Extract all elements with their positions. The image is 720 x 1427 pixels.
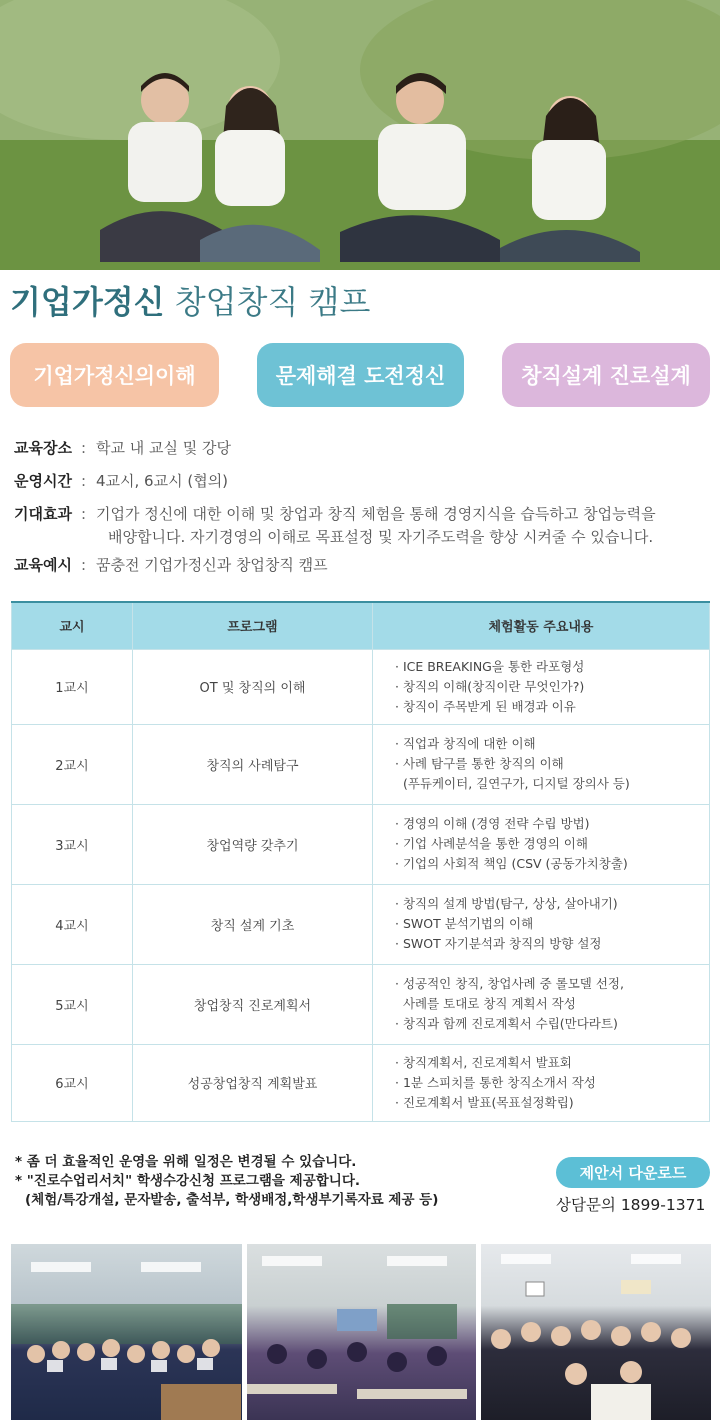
content-line: · 창직계획서, 진로계획서 발표회	[395, 1054, 572, 1070]
content-line: 사례를 토대로 창직 계획서 작성	[395, 996, 576, 1011]
class-photo-3	[481, 1244, 711, 1420]
topic-pill-entrepreneurship: 기업가정신의이해	[10, 343, 219, 407]
class-photo-1	[11, 1244, 242, 1420]
proposal-download-button[interactable]: 제안서 다운로드	[556, 1157, 710, 1188]
note-line: * 좀 더 효율적인 운영을 위해 일정은 변경될 수 있습니다.	[15, 1154, 357, 1170]
content-line: · 1분 스피치를 통한 창직소개서 작성	[395, 1074, 596, 1090]
table-header-row	[12, 602, 710, 649]
table-header: 교시	[12, 602, 133, 649]
note-line: * "진로수업리서치" 학생수강신청 프로그램을 제공합니다.	[15, 1173, 360, 1189]
table-row	[12, 649, 710, 724]
period-cell: 3교시	[12, 804, 133, 884]
class-photo-3-illustration	[481, 1244, 711, 1420]
table-row	[12, 804, 710, 884]
content-line: · 창직과 함께 진로계획서 수립(만다라트)	[395, 1016, 618, 1031]
program-cell: 창업역량 갖추기	[133, 804, 373, 884]
class-photo-2	[247, 1244, 476, 1420]
table-header: 체험활동 주요내용	[373, 602, 710, 649]
info-value: 꿈충전 기업가정신과 창업창직 캠프	[96, 556, 328, 574]
info-label: 운영시간	[14, 472, 72, 490]
program-cell: 성공창업창직 계획발표	[133, 1044, 373, 1121]
table-row	[12, 724, 710, 804]
table-row	[12, 884, 710, 964]
content-line: · SWOT 자기분석과 창직의 방향 설정	[395, 936, 602, 951]
info-place	[14, 437, 704, 460]
content-cell	[373, 884, 710, 964]
content-line: · 사례 탐구를 통한 창직의 이해	[395, 756, 564, 771]
content-line: · 성공적인 창직, 창업사례 중 롤모델 선정,	[395, 976, 624, 991]
period-cell: 5교시	[12, 964, 133, 1044]
topic-pill-career-design: 창직설계 진로설계	[502, 343, 710, 407]
period-cell: 2교시	[12, 724, 133, 804]
program-cell: 창업창직 진로계획서	[133, 964, 373, 1044]
info-example	[14, 554, 704, 577]
class-photo-1-illustration	[11, 1244, 242, 1420]
program-cell: 창직 설계 기초	[133, 884, 373, 964]
table-row	[12, 964, 710, 1044]
content-cell	[373, 804, 710, 884]
page-title	[10, 278, 370, 326]
info-value: 학교 내 교실 및 강당	[96, 439, 231, 457]
content-line: · ICE BREAKING을 통한 라포형성	[395, 658, 585, 674]
class-photo-2-illustration	[247, 1244, 476, 1420]
period-cell: 1교시	[12, 649, 133, 724]
period-cell: 4교시	[12, 884, 133, 964]
info-value	[96, 503, 704, 549]
info-value-line: 배양합니다. 자기경영의 이해로 목표설정 및 자기주도력을 향상 시켜줄 수 있습니다.	[108, 528, 654, 546]
consult-phone: 상담문의 1899-1371	[556, 1196, 706, 1214]
program-cell: OT 및 창직의 이해	[133, 649, 373, 724]
period-cell: 6교시	[12, 1044, 133, 1121]
info-time	[14, 470, 704, 493]
note-line: (체험/특강개설, 문자발송, 출석부, 학생배정,학생부기록자료 제공 등)	[25, 1192, 439, 1208]
info-label: 교육장소	[14, 439, 72, 457]
info-colon: :	[81, 472, 87, 490]
title-light: 창업창직 캠프	[174, 283, 371, 321]
content-line: · 기업 사례분석을 통한 경영의 이해	[395, 836, 588, 851]
info-colon: :	[81, 439, 87, 457]
schedule-table	[11, 601, 710, 1122]
info-colon: :	[81, 505, 87, 523]
info-value: 4교시, 6교시 (협의)	[96, 472, 229, 490]
info-label: 교육예시	[14, 556, 72, 574]
table-row	[12, 1044, 710, 1121]
program-cell: 창직의 사례탐구	[133, 724, 373, 804]
hero-photo	[0, 0, 720, 270]
table-header: 프로그램	[133, 602, 373, 649]
info-colon: :	[81, 556, 87, 574]
content-line: · 창직의 이해(창직이란 무엇인가?)	[395, 678, 585, 694]
content-line: · SWOT 분석기법의 이해	[395, 916, 534, 931]
content-line: · 창직이 주목받게 된 배경과 이유	[395, 698, 576, 714]
title-bold: 기업가정신	[10, 283, 165, 321]
content-line: · 창직의 설계 방법(탐구, 상상, 살아내기)	[395, 896, 618, 911]
topic-pill-problem-solving: 문제해결 도전정신	[257, 343, 464, 407]
notes	[15, 1153, 545, 1210]
info-label: 기대효과	[14, 505, 72, 523]
content-line: · 진로계획서 발표(목표설정확립)	[395, 1094, 574, 1110]
content-cell	[373, 964, 710, 1044]
info-value-line: 기업가 정신에 대한 이해 및 창업과 창직 체험을 통해 경영지식을 습득하고 창업능력을	[96, 505, 656, 523]
info-effect	[14, 503, 704, 549]
content-cell	[373, 1044, 710, 1121]
hero-illustration	[0, 0, 720, 270]
content-cell	[373, 724, 710, 804]
content-line: (푸듀케이터, 길연구가, 디지털 장의사 등)	[395, 776, 630, 791]
content-line: · 경영의 이해 (경영 전략 수립 방법)	[395, 816, 590, 831]
content-line: · 직업과 창직에 대한 이해	[395, 736, 536, 751]
content-line: · 기업의 사회적 책임 (CSV (공동가치창출)	[395, 856, 628, 871]
content-cell	[373, 649, 710, 724]
